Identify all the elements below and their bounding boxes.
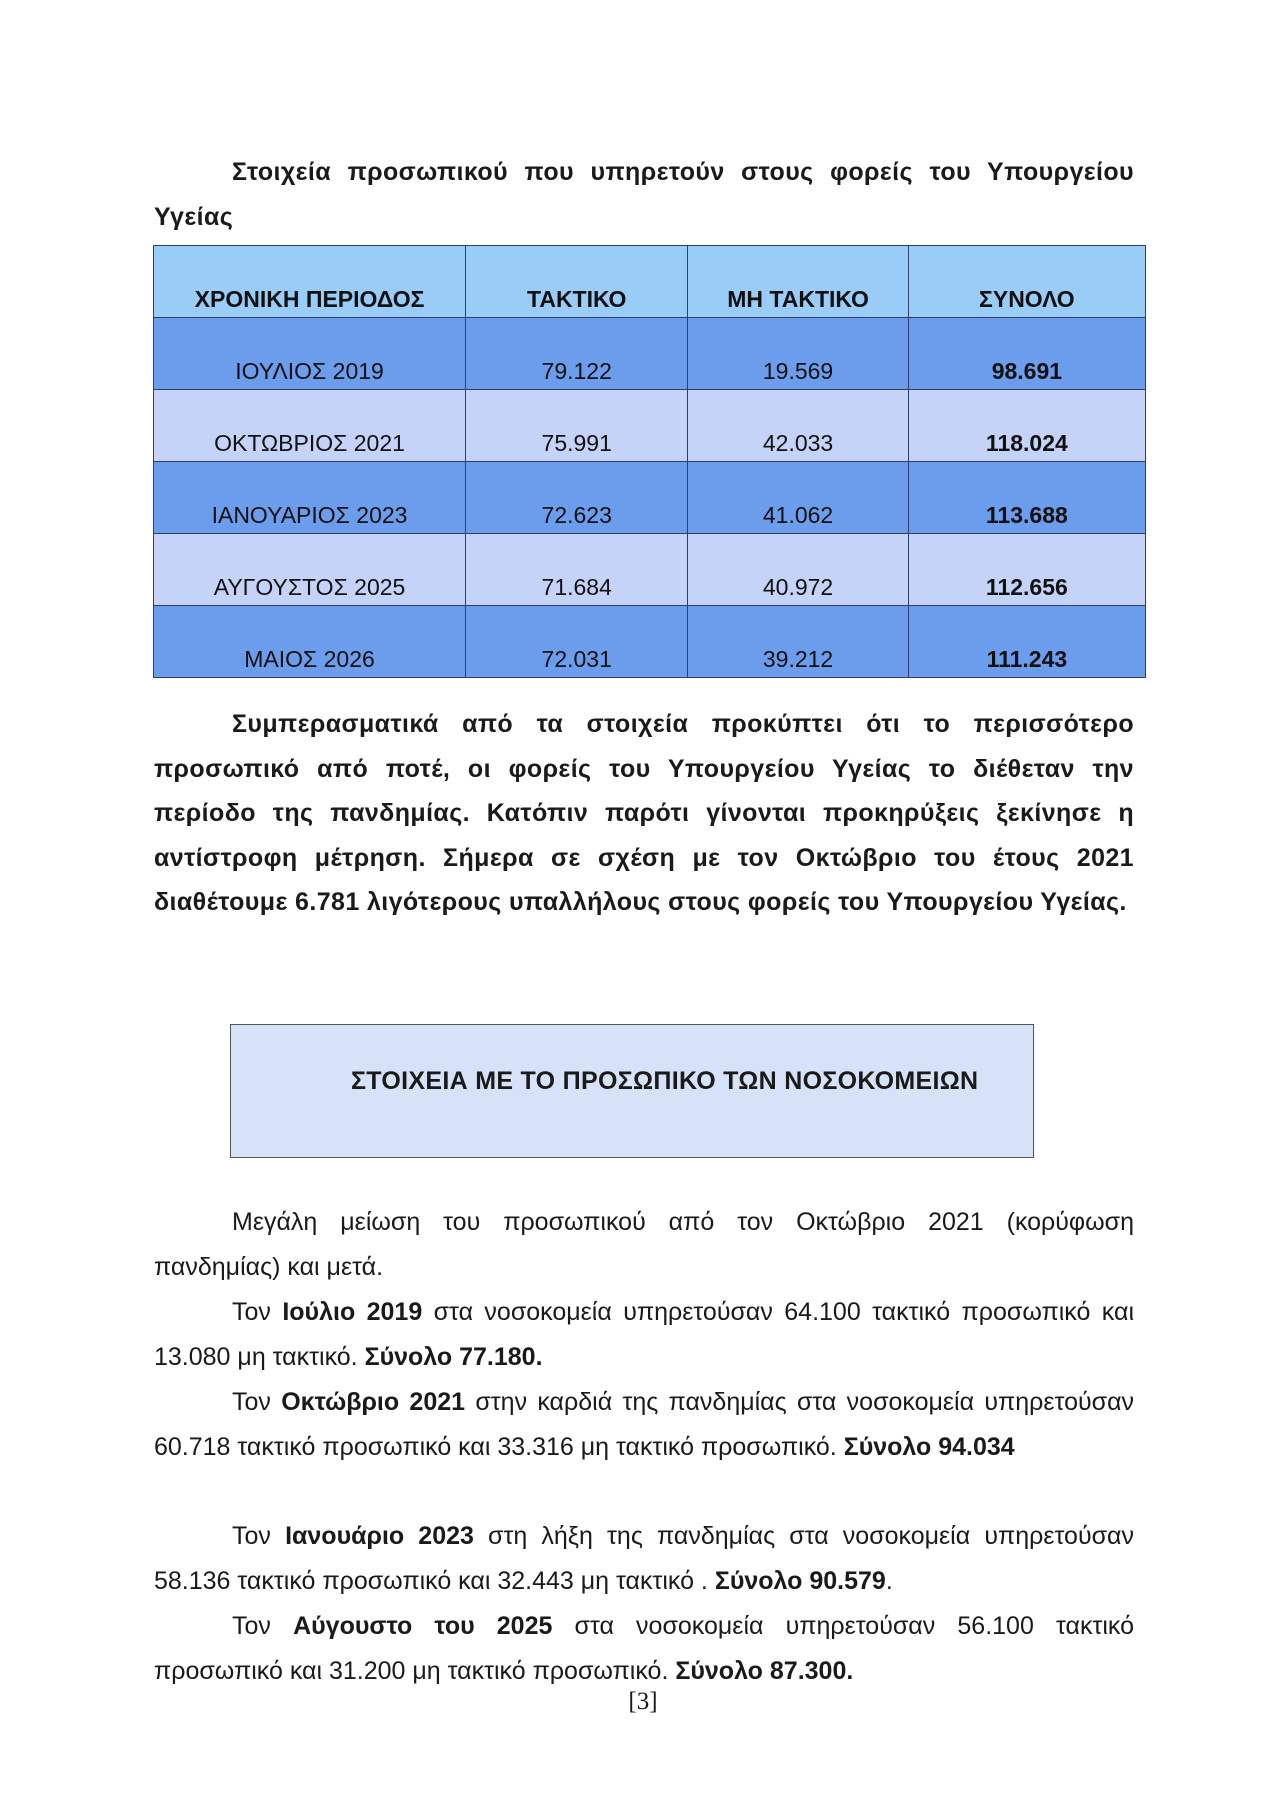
cell-regular: 79.122 <box>466 318 688 390</box>
cell-period: ΙΑΝΟΥΑΡΙΟΣ 2023 <box>154 462 466 534</box>
cell-regular: 75.991 <box>466 390 688 462</box>
conclusion-paragraph: Συμπερασματικά από τα στοιχεία προκύπτει ότι το περισσότερο προσωπικό από ποτέ, οι φορείς του Υπουργείου Υγείας το διέθεταν την περίοδο της πανδημίας. Κατόπιν παρότι γίνονται προκηρύξεις ξεκίνησε η αντίστροφη μέτρηση. Σήμερα σε σχέση με τον Οκτώβριο του έτους 2021 διαθέτουμε 6.781 λιγότερους υπαλλήλους στους φορείς του Υπουργείου Υγείας. <box>154 710 1134 916</box>
table-row <box>154 606 1146 678</box>
header-regular: ΤΑΚΤΙΚΟ <box>466 246 688 318</box>
period-label: Ιούλιο 2019 <box>282 1298 423 1326</box>
cell-period: ΑΥΓΟΥΣΤΟΣ 2025 <box>154 534 466 606</box>
header-period: ΧΡΟΝΙΚΗ ΠΕΡΙΟΔΟΣ <box>154 246 466 318</box>
period-label: Αύγουστο του 2025 <box>293 1612 553 1640</box>
total-label: Σύνολο 87.300. <box>675 1656 854 1685</box>
table-row <box>154 390 1146 462</box>
period-label: Ιανουάριο 2023 <box>285 1522 474 1550</box>
text-span: Τον <box>232 1522 286 1550</box>
cell-period: ΟΚΤΩΒΡΙΟΣ 2021 <box>154 390 466 462</box>
table-header-row <box>154 246 1146 318</box>
cell-total: 98.691 <box>908 318 1145 390</box>
cell-regular: 72.623 <box>466 462 688 534</box>
hospital-paragraph-2019 <box>154 1290 1134 1379</box>
table-title: Στοιχεία προσωπικού που υπηρετούν στους φορείς του Υπουργείου Υγείας <box>154 158 1134 231</box>
table-row <box>154 462 1146 534</box>
cell-non-regular: 39.212 <box>688 606 908 678</box>
header-non-regular: ΜΗ ΤΑΚΤΙΚΟ <box>688 246 908 318</box>
cell-non-regular: 19.569 <box>688 318 908 390</box>
text-span: . <box>885 1566 893 1595</box>
hospital-paragraph-2023 <box>154 1514 1134 1603</box>
cell-period: ΙΟΥΛΙΟΣ 2019 <box>154 318 466 390</box>
hospital-intro-paragraph: Μεγάλη μείωση του προσωπικού από τον Οκτώβριο 2021 (κορύφωση πανδημίας) και μετά. <box>154 1208 1134 1281</box>
cell-non-regular: 42.033 <box>688 390 908 462</box>
text-span: Τον <box>232 1612 294 1640</box>
table-row <box>154 318 1146 390</box>
cell-total: 118.024 <box>908 390 1145 462</box>
text-span: στα νοσοκομεία υπηρετούσαν 64.100 τακτικό προσωπικό και 13.080 μη τακτικό. <box>154 1298 1134 1371</box>
cell-non-regular: 40.972 <box>688 534 908 606</box>
text-span: στη λήξη της πανδημίας στα νοσοκομεία υπηρετούσαν 58.136 τακτικό προσωπικό και 32.443 μη τακτικό . <box>154 1522 1134 1595</box>
total-label: Σύνολο 94.034 <box>843 1432 1015 1461</box>
period-label: Οκτώβριο 2021 <box>281 1388 466 1416</box>
total-label: Σύνολο 77.180. <box>364 1342 543 1371</box>
text-span: Τον <box>232 1298 283 1326</box>
header-total: ΣΥΝΟΛΟ <box>908 246 1145 318</box>
text-span: στην καρδιά της πανδημίας στα νοσοκομεία υπηρετούσαν 60.718 τακτικό προσωπικό και 33.316 μη τακτικό προσωπικό. <box>154 1388 1135 1461</box>
section-heading-box <box>230 1024 1034 1158</box>
cell-total: 112.656 <box>908 534 1145 606</box>
cell-total: 111.243 <box>908 606 1145 678</box>
section-title: ΣΤΟΙΧΕΙΑ ΜΕ ΤΟ ΠΡΟΣΩΠΙΚΟ ΤΩΝ ΝΟΣΟΚΟΜΕΙΩΝ <box>351 1067 979 1095</box>
text-span: Τον <box>232 1388 282 1416</box>
hospital-paragraph-2025 <box>154 1604 1134 1693</box>
cell-non-regular: 41.062 <box>688 462 908 534</box>
hospital-paragraph-2021 <box>154 1380 1134 1469</box>
staff-table <box>153 245 1146 678</box>
cell-regular: 72.031 <box>466 606 688 678</box>
cell-period: ΜΑΙΟΣ 2026 <box>154 606 466 678</box>
text-span: στα νοσοκομεία υπηρετούσαν 56.100 τακτικό προσωπικό και 31.200 μη τακτικό προσωπικό. <box>154 1612 1134 1685</box>
cell-total: 113.688 <box>908 462 1145 534</box>
cell-regular: 71.684 <box>466 534 688 606</box>
table-row <box>154 534 1146 606</box>
total-label: Σύνολο 90.579 <box>714 1566 886 1595</box>
page-number: [3] <box>628 1688 658 1715</box>
